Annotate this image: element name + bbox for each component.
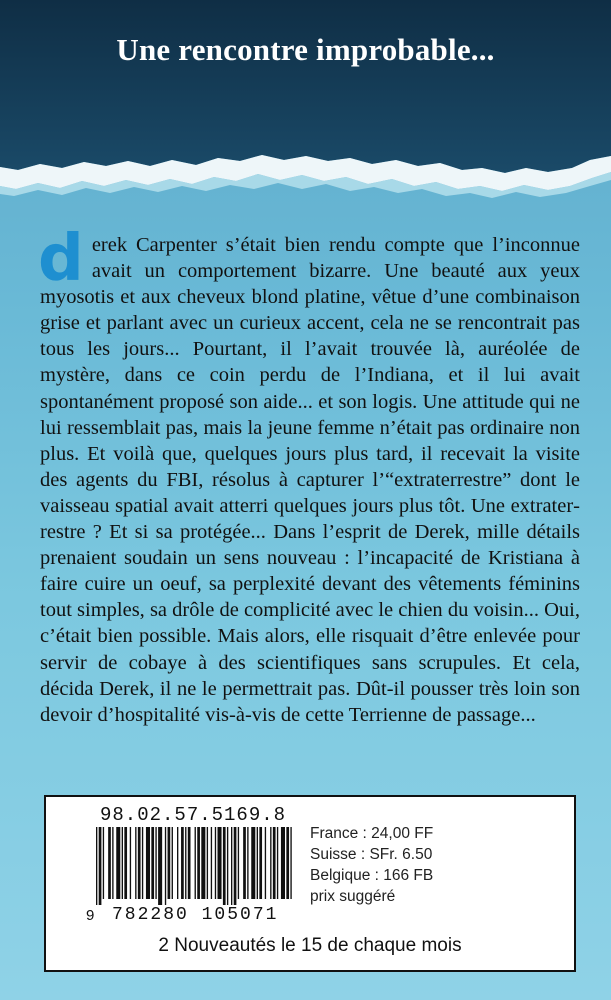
- barcode-bar: [257, 827, 258, 899]
- barcode-bar: [273, 827, 276, 899]
- barcode-bar: [138, 827, 141, 899]
- ean-first-digit: 9: [86, 907, 95, 924]
- barcode-bar: [197, 827, 200, 899]
- barcode-bar: [158, 827, 162, 905]
- barcode-bar: [195, 827, 196, 899]
- barcode-bar: [265, 827, 266, 899]
- barcode-bar: [103, 827, 104, 899]
- isbn-number: 98.02.57.5169.8: [100, 804, 287, 826]
- barcode-bar: [211, 827, 212, 899]
- barcode-bar: [286, 827, 289, 899]
- barcode-bar: [270, 827, 271, 899]
- barcode-bar: [96, 827, 97, 905]
- barcode-bar: [201, 827, 205, 899]
- barcode-bar: [247, 827, 248, 899]
- barcode-bar: [130, 827, 131, 899]
- drop-cap-letter: d: [38, 222, 84, 296]
- barcode-bar: [238, 827, 239, 899]
- barcode-bar: [281, 827, 285, 899]
- ean-digits: 782280 105071: [112, 905, 279, 925]
- barcode: [96, 827, 296, 905]
- price-list: [310, 823, 433, 907]
- barcode-bar: [122, 827, 123, 899]
- barcode-bar: [142, 827, 143, 899]
- barcode-bar: [243, 827, 246, 899]
- barcode-bar: [99, 827, 102, 905]
- barcode-price-box: [44, 795, 576, 972]
- barcode-bar: [151, 827, 154, 899]
- barcode-bar: [155, 827, 156, 899]
- barcode-bar: [277, 827, 278, 899]
- barcode-bar: [124, 827, 127, 899]
- summary-paragraph: erek Carpenter s’était bien rendu compte que l’inconnue avait un comportement bizarre. Une beauté aux yeux myosotis et aux cheveux blond platine, vêtue d’une combinaison grise et parlant avec un curieux accent, cela ne se rencontrait pas tous les jours... Pourtant, il l’avait trouvée là, auréolée de mystère, dans ce coin perdu de l’Indiana, et il lui avait spontanément proposé son aide... et son logis. Une attitude qui ne lui ressemblait pas, mais la jeune femme n’était pas ordinaire non plus. Et voilà que, quelques jours plus tard, il recevait la visite des agents du FBI, résolus à capturer l’“extraterrestre” dont le vaisseau spatial avait atterri quelques jours plus tôt. Une extraterrestre ? Et si sa protégée... Dans l’esprit de Derek, mille détails prenaient soudain un sens nouveau : l’incapacité de Kristiana à faire cuire un oeuf, sa perplexité devant des vêtements féminins tout simples, sa drôle de complicité avec le chien du voisin... Oui, c’était bien possible. Mais alors, elle risquait d’être enlevée pour servir de cobaye à des scientifiques sans scrupules. Et cela, décida Derek, il ne le permettrait pas. Dût-il pousser très loin son devoir d’hospitalité vis-à-vis de cette Terrienne de passage...: [40, 234, 580, 726]
- barcode-bar: [234, 827, 237, 905]
- price-france: France : 24,00 FF: [310, 825, 434, 842]
- release-tagline: 2 Nouveautés le 15 de chaque mois: [158, 935, 462, 956]
- price-note: prix suggéré: [310, 888, 396, 905]
- barcode-bar: [112, 827, 113, 899]
- barcode-bar: [259, 827, 262, 899]
- barcode-bar: [218, 827, 222, 899]
- summary-text: [38, 222, 580, 728]
- barcode-bar: [168, 827, 171, 899]
- barcode-bar: [146, 827, 150, 899]
- barcode-bar: [116, 827, 120, 899]
- barcode-bar: [181, 827, 184, 899]
- barcode-bar: [172, 827, 173, 899]
- barcode-bar: [188, 827, 191, 899]
- barcode-bar: [177, 827, 178, 899]
- price-suisse: Suisse : SFr. 6.50: [310, 846, 433, 863]
- dark-torn-band: [0, 0, 611, 200]
- barcode-bar: [290, 827, 291, 899]
- barcode-bar: [207, 827, 208, 899]
- barcode-bar: [185, 827, 186, 899]
- barcode-bar: [231, 827, 232, 905]
- barcode-bar: [251, 827, 255, 899]
- barcode-bar: [165, 827, 166, 905]
- barcode-bar: [108, 827, 111, 899]
- barcode-bar: [215, 827, 216, 899]
- headline: Une rencontre improbable...: [116, 32, 495, 67]
- barcode-bar: [135, 827, 136, 899]
- price-belgique: Belgique : 166 FB: [310, 867, 434, 884]
- barcode-bar: [223, 827, 226, 905]
- barcode-bar: [227, 827, 228, 905]
